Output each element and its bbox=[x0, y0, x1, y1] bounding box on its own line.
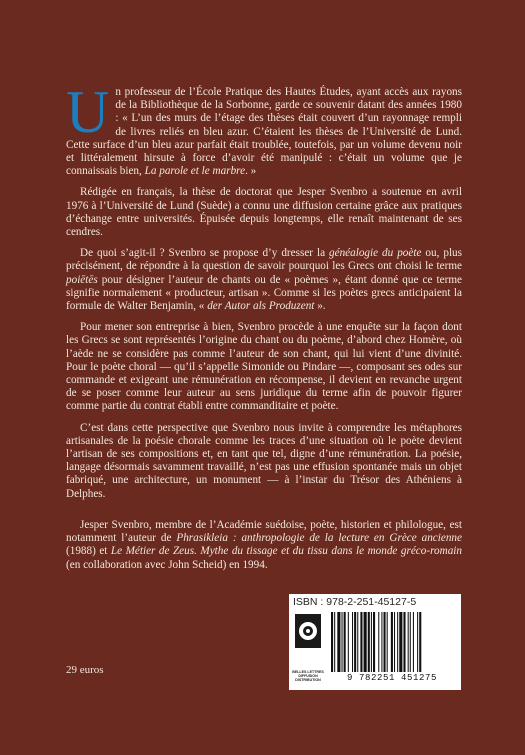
publisher-logo-icon bbox=[293, 612, 323, 668]
barcode-icon bbox=[329, 612, 455, 672]
isbn-barcode-box bbox=[289, 594, 461, 690]
drop-cap: U bbox=[66, 79, 110, 145]
paragraph-4: Pour mener son entreprise à bien, Svenbro procède à une enquête sur la façon dont les Grecs se sont représentés l’origine du chant ou du poème, d’abord chez Homère, où l’aède ne se considère pas comme l’auteur de son chant, qui lui vient d’une divinité. Pour le poète choral — qu’il s’appelle Simonide ou Pindare —, composant ses odes sur commande et exigeant une rémunération en récompense, il devient en revanche urgent de se poser comme leur auteur au sens juridique du terme afin de pouvoir figurer comme partie du contrat établi entre commanditaire et poète. bbox=[66, 321, 462, 413]
barcode-digits: 9 782251 451275 bbox=[346, 673, 437, 683]
price: 29 euros bbox=[66, 664, 104, 676]
paragraph-3: De quoi s’agit-il ? Svenbro se propose d’y dresser la généalogie du poète ou, plus précisément, de répondre à la question de savoir pourquoi les Grecs ont choisi le terme poiētēs pour désigner l’auteur de chants ou de « poèmes », étant donné que ce terme signifie normalement « producteur, artisan ». Comme si les poètes grecs anticipaient la formule de Walter Benjamin, « der Autor als Produzent ». bbox=[66, 247, 462, 313]
paragraph-1: Un professeur de l’École Pratique des Hautes Études, ayant accès aux rayons de la Bibliothèque de la Sorbonne, garde ce souvenir datant des années 1980 : « L’un des murs de l’étage des thèses était couvert d’un rayonnage rempli de livres reliés en bleu azur. C’étaient les thèses de l’Université de Lund. Cette surface d’un bleu azur parfait était troublée, toutefois, par un volume devenu noir et littéralement hirsute à force d’avoir été manipulé : c’était un volume que je connaissais bien, La parole et le marbre. » bbox=[66, 79, 462, 178]
paragraph-2: Rédigée en français, la thèse de doctorat que Jesper Svenbro a soutenue en avril 1976 à l’Université de Lund (Suède) a connu une diffusion certaine grâce aux pratiques d’échange entre universités. Épuisée depuis longtemps, elle renaît maintenant de ses cendres. bbox=[66, 186, 462, 239]
author-bio: Jesper Svenbro, membre de l’Académie suédoise, poète, historien et philologue, est notamment l’auteur de Phrasikleia : anthropologie de la lecture en Grèce ancienne (1988) et Le Métier de Zeus. Mythe du tissage et du tissu dans le monde gréco-romain (en collaboration avec John Scheid) en 1994. bbox=[66, 518, 463, 571]
blurb-text bbox=[66, 79, 463, 580]
publisher-logo-text: BELLES LETTRES DIFFUSION DISTRIBUTION bbox=[292, 670, 324, 682]
isbn-label: ISBN : 978-2-251-45127-5 bbox=[293, 596, 417, 608]
paragraph-5: C’est dans cette perspective que Svenbro nous invite à comprendre les métaphores artisanales de la poésie chorale comme les traces d’une situation où le poète devient l’artisan de ses compositions et, en tant que tel, digne d’une rémunération. La poésie, langage désormais savamment travaillé, n’est pas une effusion spontanée mais un objet fabriqué, une architecture, un monument — à l’instar du Trésor des Athéniens à Delphes. bbox=[66, 421, 462, 500]
